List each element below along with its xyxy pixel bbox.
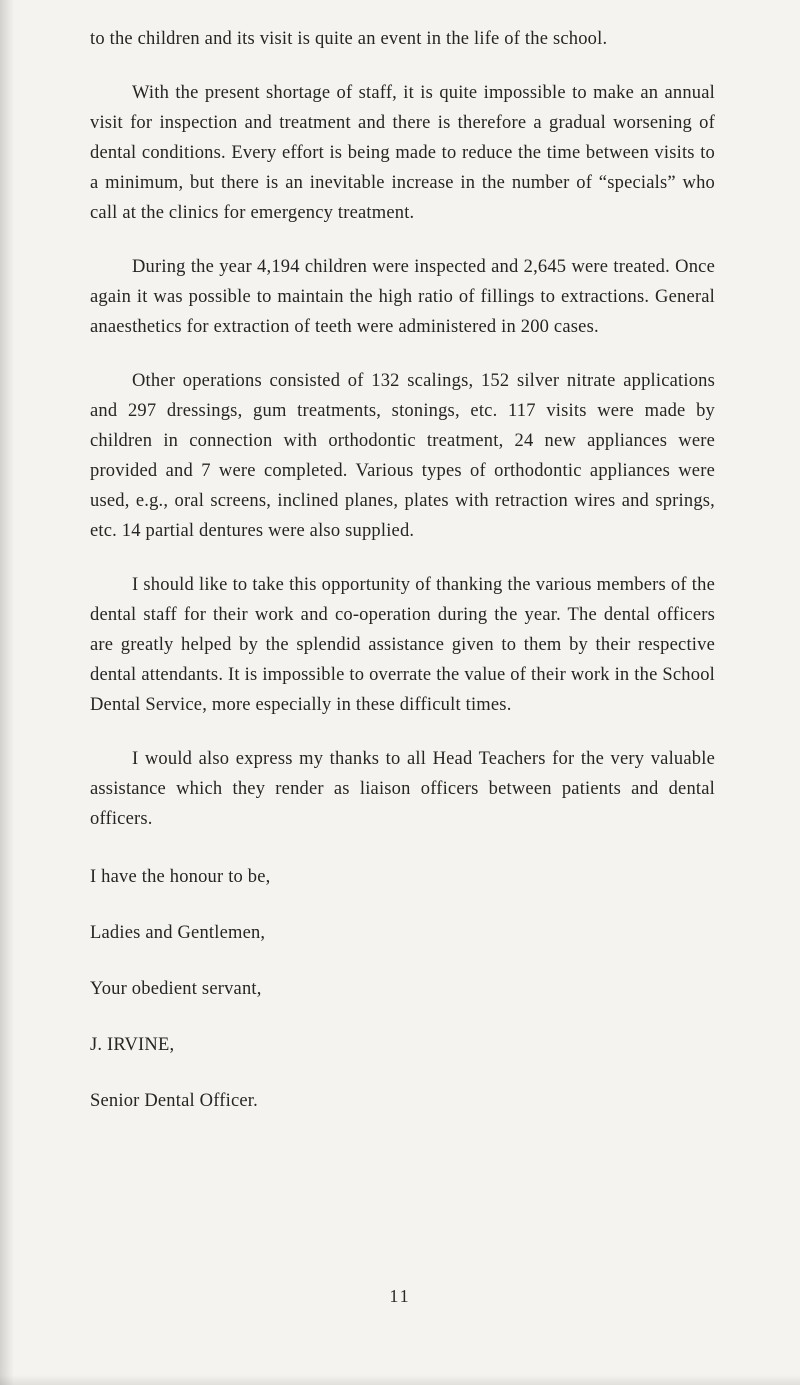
- paragraph-inspection-stats: During the year 4,194 children were inspected and 2,645 were treated. Once again it was possible to maintain the high ratio of fillings to extractions. General anaesthetics for extraction of teeth were administered in 200 cases.: [90, 257, 715, 337]
- scan-edge-shadow-bottom: [0, 1375, 800, 1385]
- paragraph-other-operations: Other operations consisted of 132 scalings, 152 silver nitrate applications and 297 dressings, gum treatments, stonings, etc. 117 visits were made by children in connection with orthodontic treatment, 24 new appliances were provided and 7 were completed. Various types of orthodontic appliances were used, e.g., oral screens, inclined planes, plates with retraction wires and springs, etc. 14 partial dentures were also supplied.: [90, 371, 715, 541]
- closing-block: [90, 862, 715, 1116]
- scan-edge-shadow-left: [0, 0, 14, 1385]
- closing-salutation: Ladies and Gentlemen,: [90, 923, 266, 943]
- paragraph-continuation: to the children and its visit is quite an event in the life of the school.: [90, 29, 608, 49]
- signature-title: Senior Dental Officer.: [90, 1091, 258, 1111]
- closing-honour-line: I have the honour to be,: [90, 867, 271, 887]
- paragraph-thanks-teachers: I would also express my thanks to all Head Teachers for the very valuable assistance which they render as liaison officers between patients and dental officers.: [90, 749, 715, 829]
- paragraph-staff-shortage: With the present shortage of staff, it is quite impossible to make an annual visit for inspection and treatment and there is therefore a gradual worsening of dental conditions. Every effort is being made to reduce the time between visits to a minimum, but there is an inevitable increase in the number of “specials” who call at the clinics for emergency treatment.: [90, 83, 715, 223]
- body-text: [90, 24, 715, 1142]
- closing-servant-line: Your obedient servant,: [90, 979, 262, 999]
- signature-name: J. IRVINE,: [90, 1035, 175, 1055]
- page-number: 11: [389, 1286, 411, 1306]
- paragraph-thanks-staff: I should like to take this opportunity of thanking the various members of the dental staff for their work and co-operation during the year. The dental officers are greatly helped by the splendid assistance given to them by their respective dental attendants. It is impossible to overrate the value of their work in the School Dental Service, more especially in these difficult times.: [90, 575, 715, 715]
